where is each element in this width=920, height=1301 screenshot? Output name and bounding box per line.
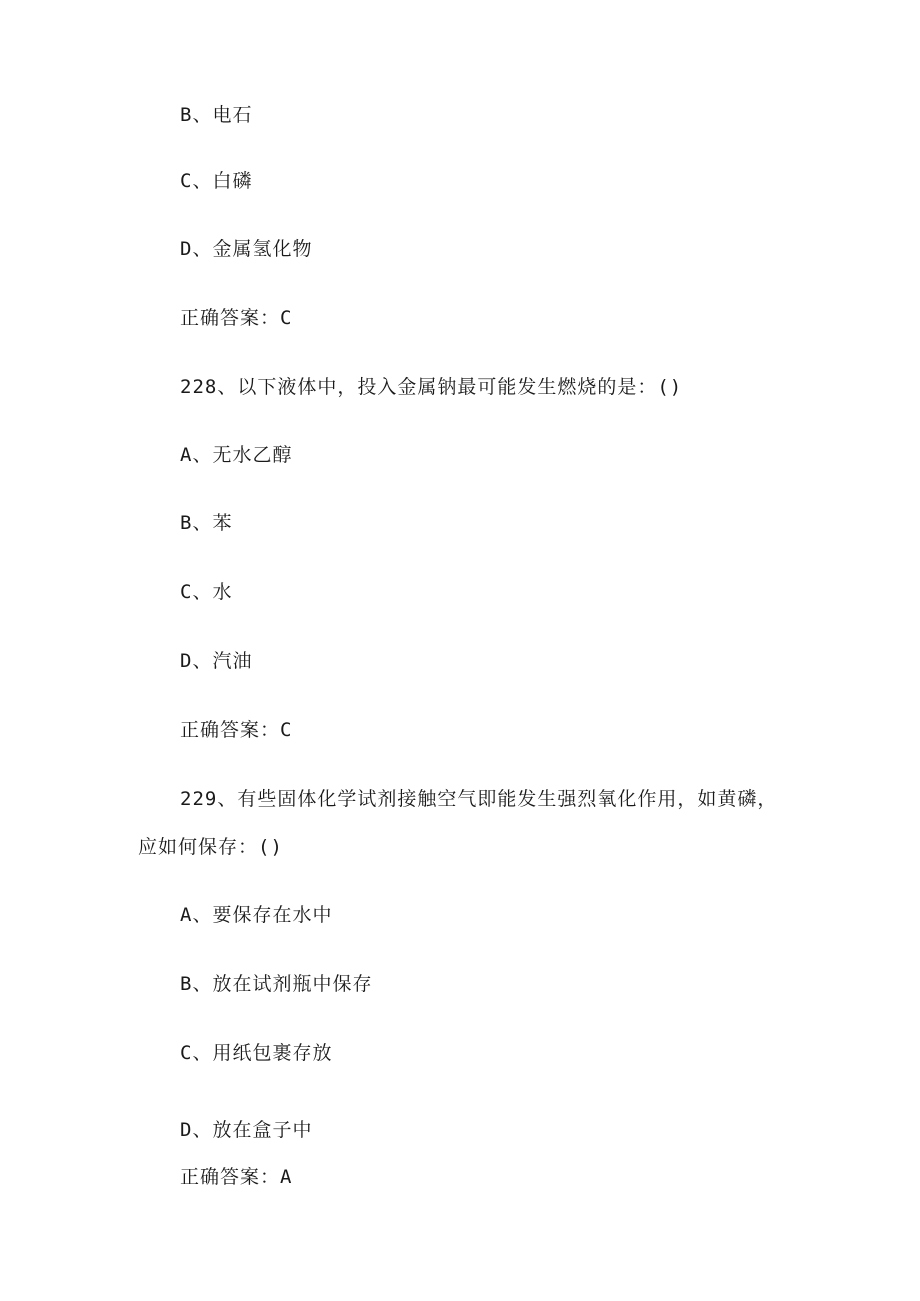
q229-option-b: B、放在试剂瓶中保存 — [180, 973, 373, 995]
q229-question-line2: 应如何保存：() — [138, 836, 283, 858]
q228-question: 228、以下液体中，投入金属钠最可能发生燃烧的是：() — [180, 376, 683, 398]
q227-option-b: B、电石 — [180, 104, 253, 126]
q228-option-a: A、无水乙醇 — [180, 444, 293, 466]
q227-option-d: D、金属氢化物 — [180, 238, 313, 260]
q229-option-c: C、用纸包裹存放 — [180, 1042, 333, 1064]
q229-option-a: A、要保存在水中 — [180, 904, 333, 926]
q229-question-line1: 229、有些固体化学试剂接触空气即能发生强烈氧化作用，如黄磷， — [180, 788, 778, 810]
q228-option-c: C、水 — [180, 581, 233, 603]
q228-answer: 正确答案：C — [180, 719, 293, 741]
q228-option-d: D、汽油 — [180, 650, 253, 672]
q227-option-c: C、白磷 — [180, 170, 253, 192]
q228-option-b: B、苯 — [180, 512, 233, 534]
q229-answer: 正确答案：A — [180, 1166, 293, 1188]
q229-option-d: D、放在盒子中 — [180, 1119, 313, 1141]
q227-answer: 正确答案：C — [180, 307, 293, 329]
